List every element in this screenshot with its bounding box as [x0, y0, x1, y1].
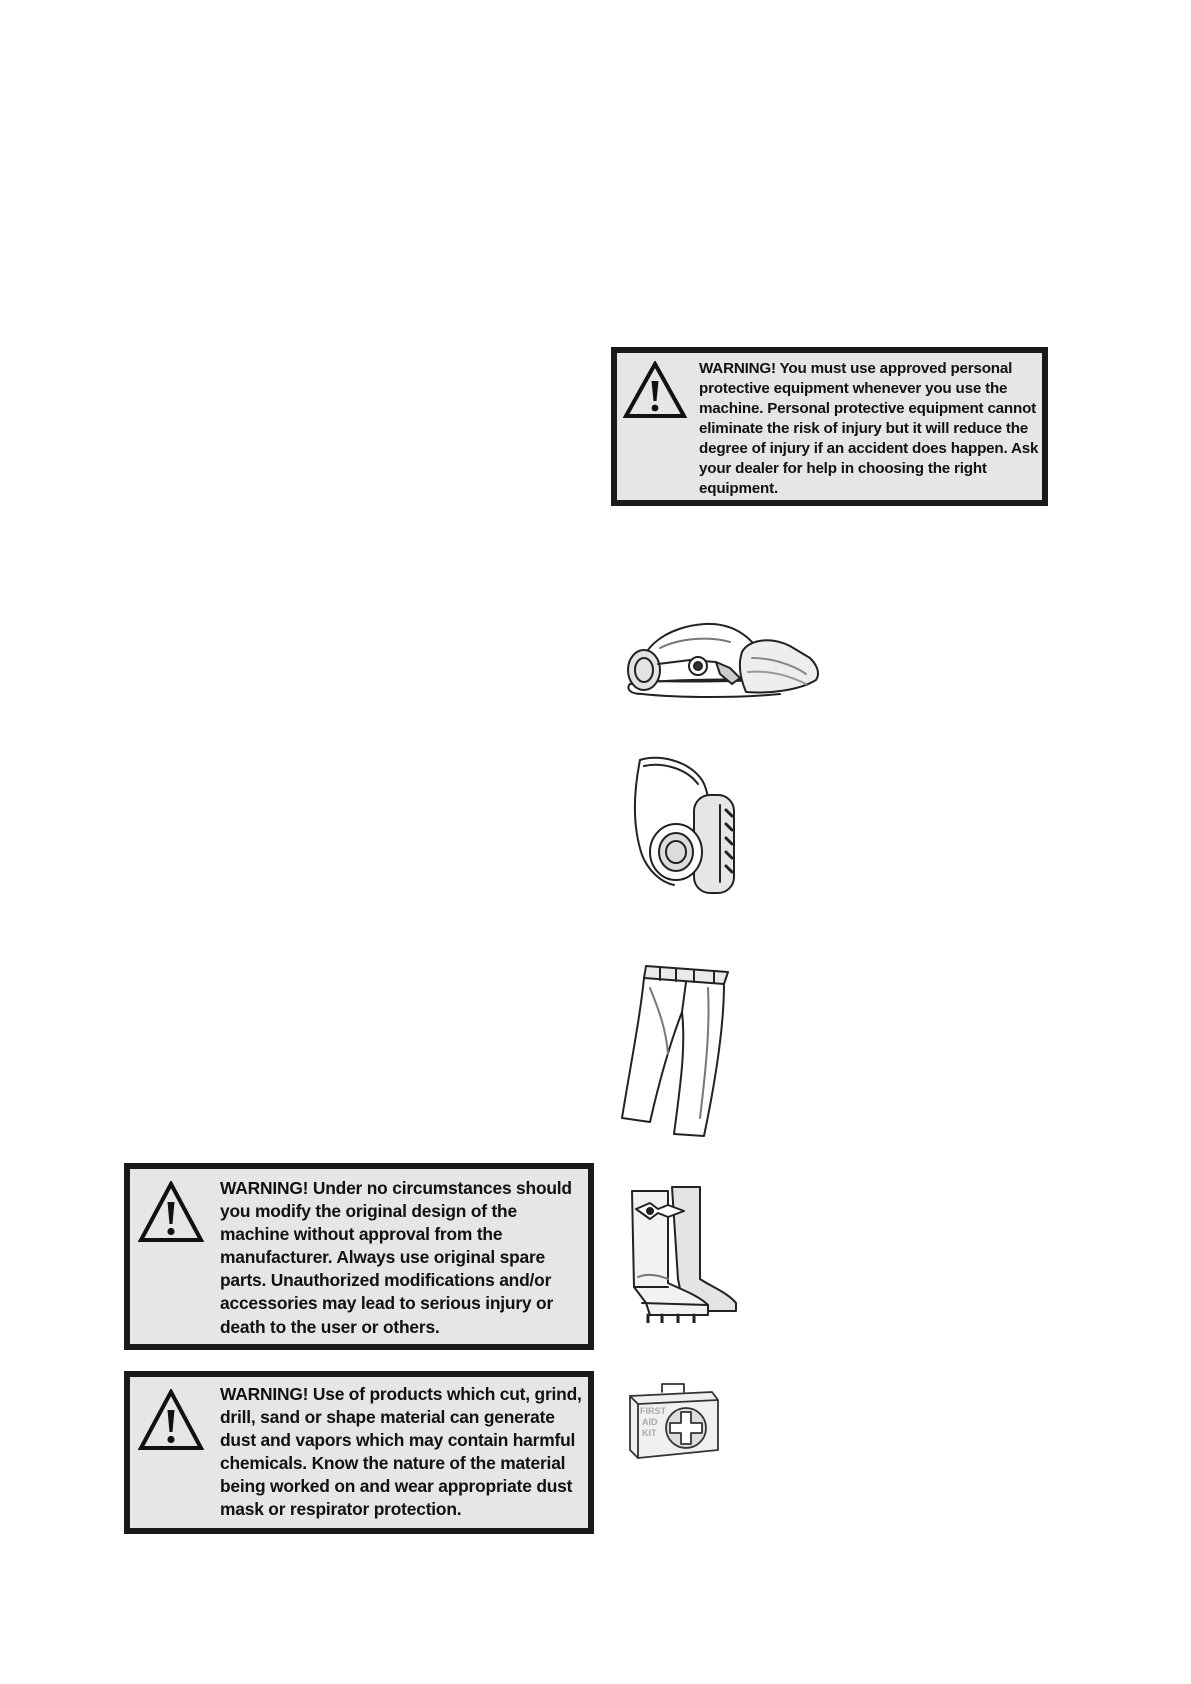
respirator-mask-icon [628, 750, 748, 900]
warning-triangle-icon [623, 361, 687, 419]
safety-boots-icon [628, 1183, 740, 1323]
first-aid-label-line2: AID [642, 1417, 658, 1427]
warning-triangle-icon [138, 1181, 204, 1243]
first-aid-label-line1: FIRST [640, 1406, 666, 1416]
protective-trousers-icon [616, 958, 746, 1138]
helmet-visor-earmuffs-icon [620, 618, 836, 706]
first-aid-kit-icon [626, 1380, 722, 1466]
first-aid-label-line3: KIT [642, 1428, 657, 1438]
warning-triangle-icon [138, 1389, 204, 1451]
warning-box-dust [124, 1371, 594, 1534]
warning-text-modification: WARNING! Under no circumstances should you modify the original design of the machine without approval from the manufacturer. Always use original spare parts. Unauthorized modifications and/or accessories may lead to serious injury or death to the user or others. [220, 1178, 572, 1337]
warning-text-ppe: WARNING! You must use approved personal protective equipment whenever you use the machine. Personal protective equipment cannot eliminate the risk of injury but it will reduce the degree of injury if an accident does happen. Ask your dealer for help in choosing the right equipment. [699, 360, 1039, 497]
warning-box-ppe [611, 347, 1048, 506]
warning-box-modification [124, 1163, 594, 1350]
warning-text-dust: WARNING! Use of products which cut, grind, drill, sand or shape material can generate dust and vapors which may contain harmful chemicals. Know the nature of the material being worked on and wear appropriate dust mask or respirator protection. [220, 1384, 582, 1520]
